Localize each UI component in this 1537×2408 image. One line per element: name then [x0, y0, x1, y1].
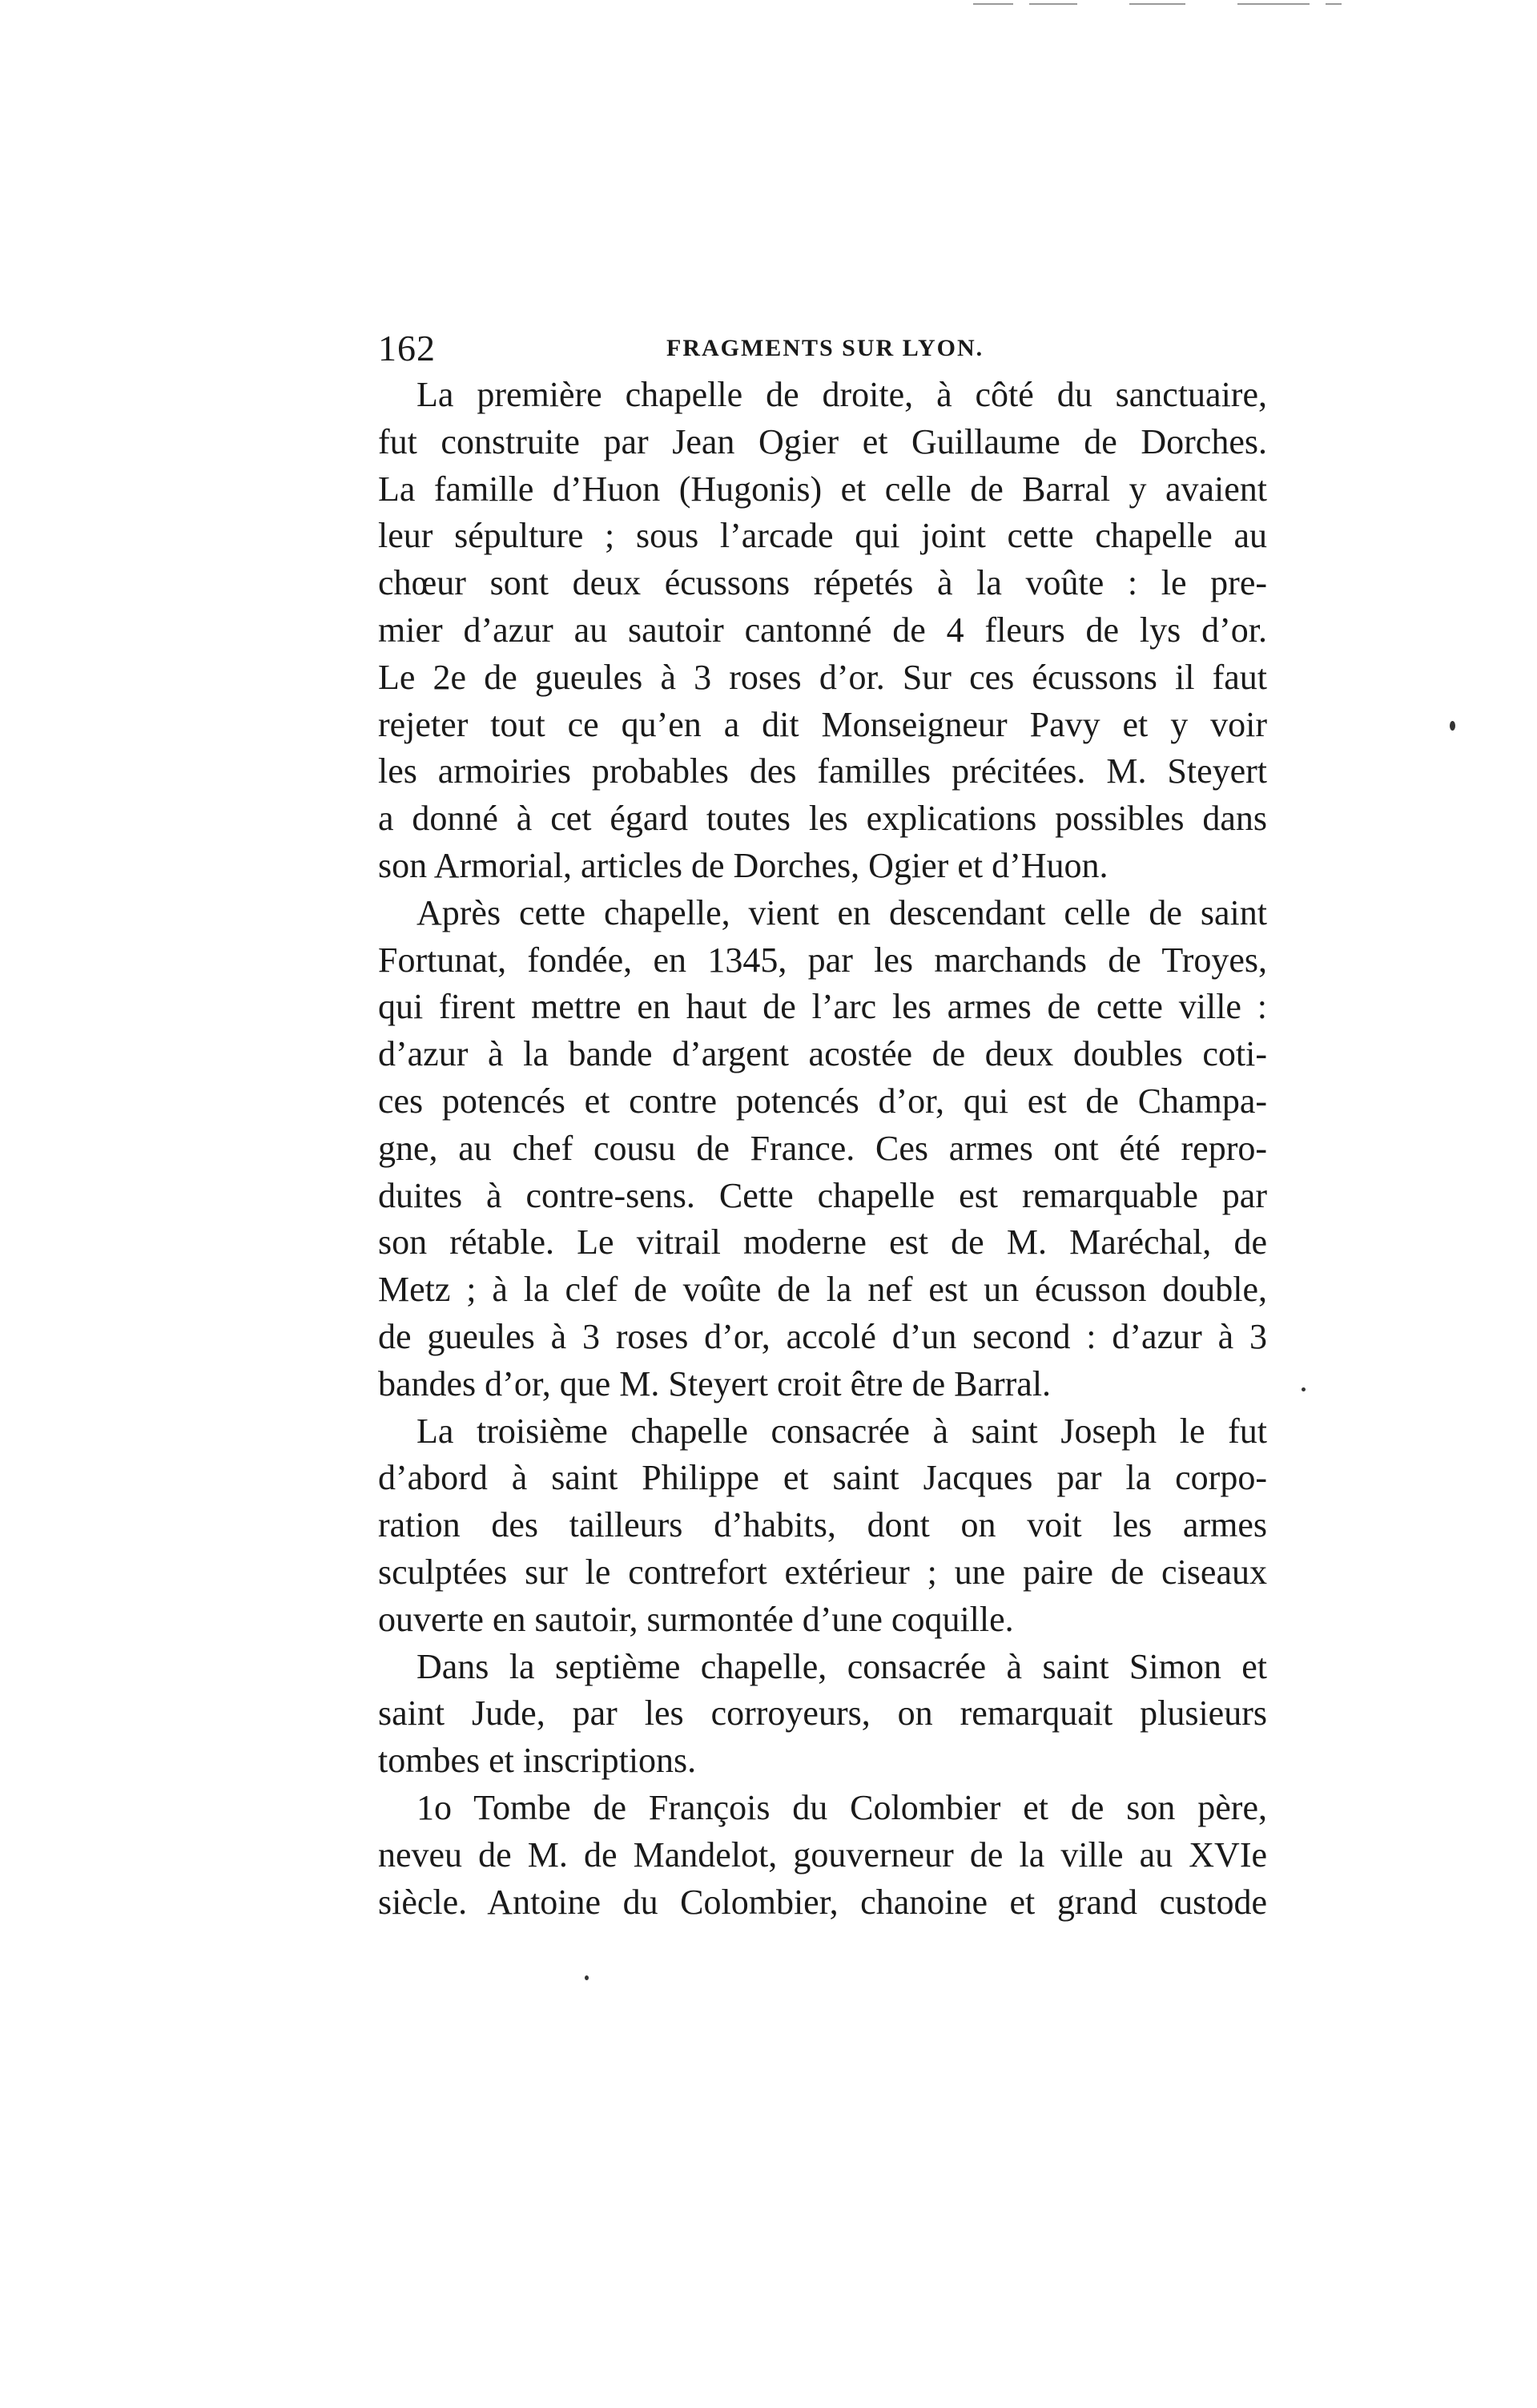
- running-head-title: FRAGMENTS SUR LYON.: [666, 335, 984, 361]
- margin-speck: [1302, 1387, 1306, 1391]
- text-line: a donné à cet égard toutes les explications possibles dans: [378, 799, 1267, 839]
- margin-speck: [1450, 721, 1455, 731]
- text-line: saint Jude, par les corroyeurs, on remarquait plusieurs: [378, 1693, 1267, 1734]
- text-line: ouverte en sautoir, surmontée d’une coquille.: [378, 1599, 1014, 1639]
- text-line: mier d’azur au sautoir cantonné de 4 fleurs de lys d’or.: [378, 610, 1267, 650]
- text-line: 1o Tombe de François du Colombier et de son père,: [416, 1787, 1267, 1827]
- text-line: Dans la septième chapelle, consacrée à saint Simon et: [416, 1646, 1267, 1686]
- text-line: qui firent mettre en haut de l’arc les armes de cette ville :: [378, 987, 1267, 1027]
- top-edge-rule: [973, 3, 1013, 5]
- text-line: son Armorial, articles de Dorches, Ogier et d’Huon.: [378, 845, 1108, 885]
- text-line: ces potencés et contre potencés d’or, qui est de Champa-: [378, 1081, 1267, 1121]
- text-line: Après cette chapelle, vient en descendant celle de saint: [416, 892, 1267, 932]
- text-line: d’abord à saint Philippe et saint Jacques par la corpo-: [378, 1458, 1267, 1498]
- text-line: Metz ; à la clef de voûte de la nef est un écusson double,: [378, 1270, 1267, 1310]
- paragraph: [378, 890, 1267, 1408]
- text-line: son rétable. Le vitrail moderne est de M. Maréchal, de: [378, 1222, 1267, 1262]
- text-line: Le 2e de gueules à 3 roses d’or. Sur ces écussons il faut: [378, 657, 1267, 697]
- top-edge-rule: [1326, 3, 1342, 5]
- text-line: de gueules à 3 roses d’or, accolé d’un second : d’azur à 3: [378, 1316, 1267, 1356]
- text-line: fut construite par Jean Ogier et Guillaume de Dorches.: [378, 421, 1267, 461]
- paragraph: [378, 1785, 1267, 1926]
- book-page: [378, 322, 1267, 1926]
- text-line: leur sépulture ; sous l’arcade qui joint cette chapelle au: [378, 516, 1267, 556]
- text-line: sculptées sur le contrefort extérieur ; une paire de ciseaux: [378, 1552, 1267, 1592]
- text-line: La famille d’Huon (Hugonis) et celle de Barral y avaient: [378, 469, 1267, 509]
- top-edge-rule: [1237, 3, 1310, 5]
- text-line: d’azur à la bande d’argent acostée de deux doubles coti-: [378, 1034, 1267, 1074]
- text-line: tombes et inscriptions.: [378, 1741, 697, 1781]
- text-line: rejeter tout ce qu’en a dit Monseigneur Pavy et y voir: [378, 704, 1267, 744]
- text-line: chœur sont deux écussons répetés à la voûte : le pre-: [378, 563, 1267, 603]
- paragraph: [378, 1644, 1267, 1785]
- paragraph: [378, 1408, 1267, 1644]
- text-line: Fortunat, fondée, en 1345, par les marchands de Troyes,: [378, 940, 1267, 980]
- text-line: La première chapelle de droite, à côté du sanctuaire,: [416, 375, 1267, 414]
- paragraph: [378, 372, 1267, 890]
- text-line: neveu de M. de Mandelot, gouverneur de la ville au XVIe: [378, 1834, 1267, 1874]
- text-line: ration des tailleurs d’habits, dont on voit les armes: [378, 1505, 1267, 1545]
- text-line: bandes d’or, que M. Steyert croit être de Barral.: [378, 1363, 1052, 1403]
- text-line: les armoiries probables des familles précitées. M. Steyert: [378, 751, 1267, 791]
- text-line: duites à contre-sens. Cette chapelle est remarquable par: [378, 1175, 1267, 1215]
- running-head: [378, 322, 1267, 372]
- text-line: La troisième chapelle consacrée à saint Joseph le fut: [416, 1411, 1267, 1451]
- top-edge-rule: [1029, 3, 1077, 5]
- top-edge-rule: [1129, 3, 1185, 5]
- text-line: gne, au chef cousu de France. Ces armes ont été repro-: [378, 1128, 1267, 1168]
- text-line: siècle. Antoine du Colombier, chanoine et grand custode: [378, 1882, 1267, 1922]
- page-number: 162: [378, 328, 436, 368]
- margin-speck: [585, 1975, 589, 1980]
